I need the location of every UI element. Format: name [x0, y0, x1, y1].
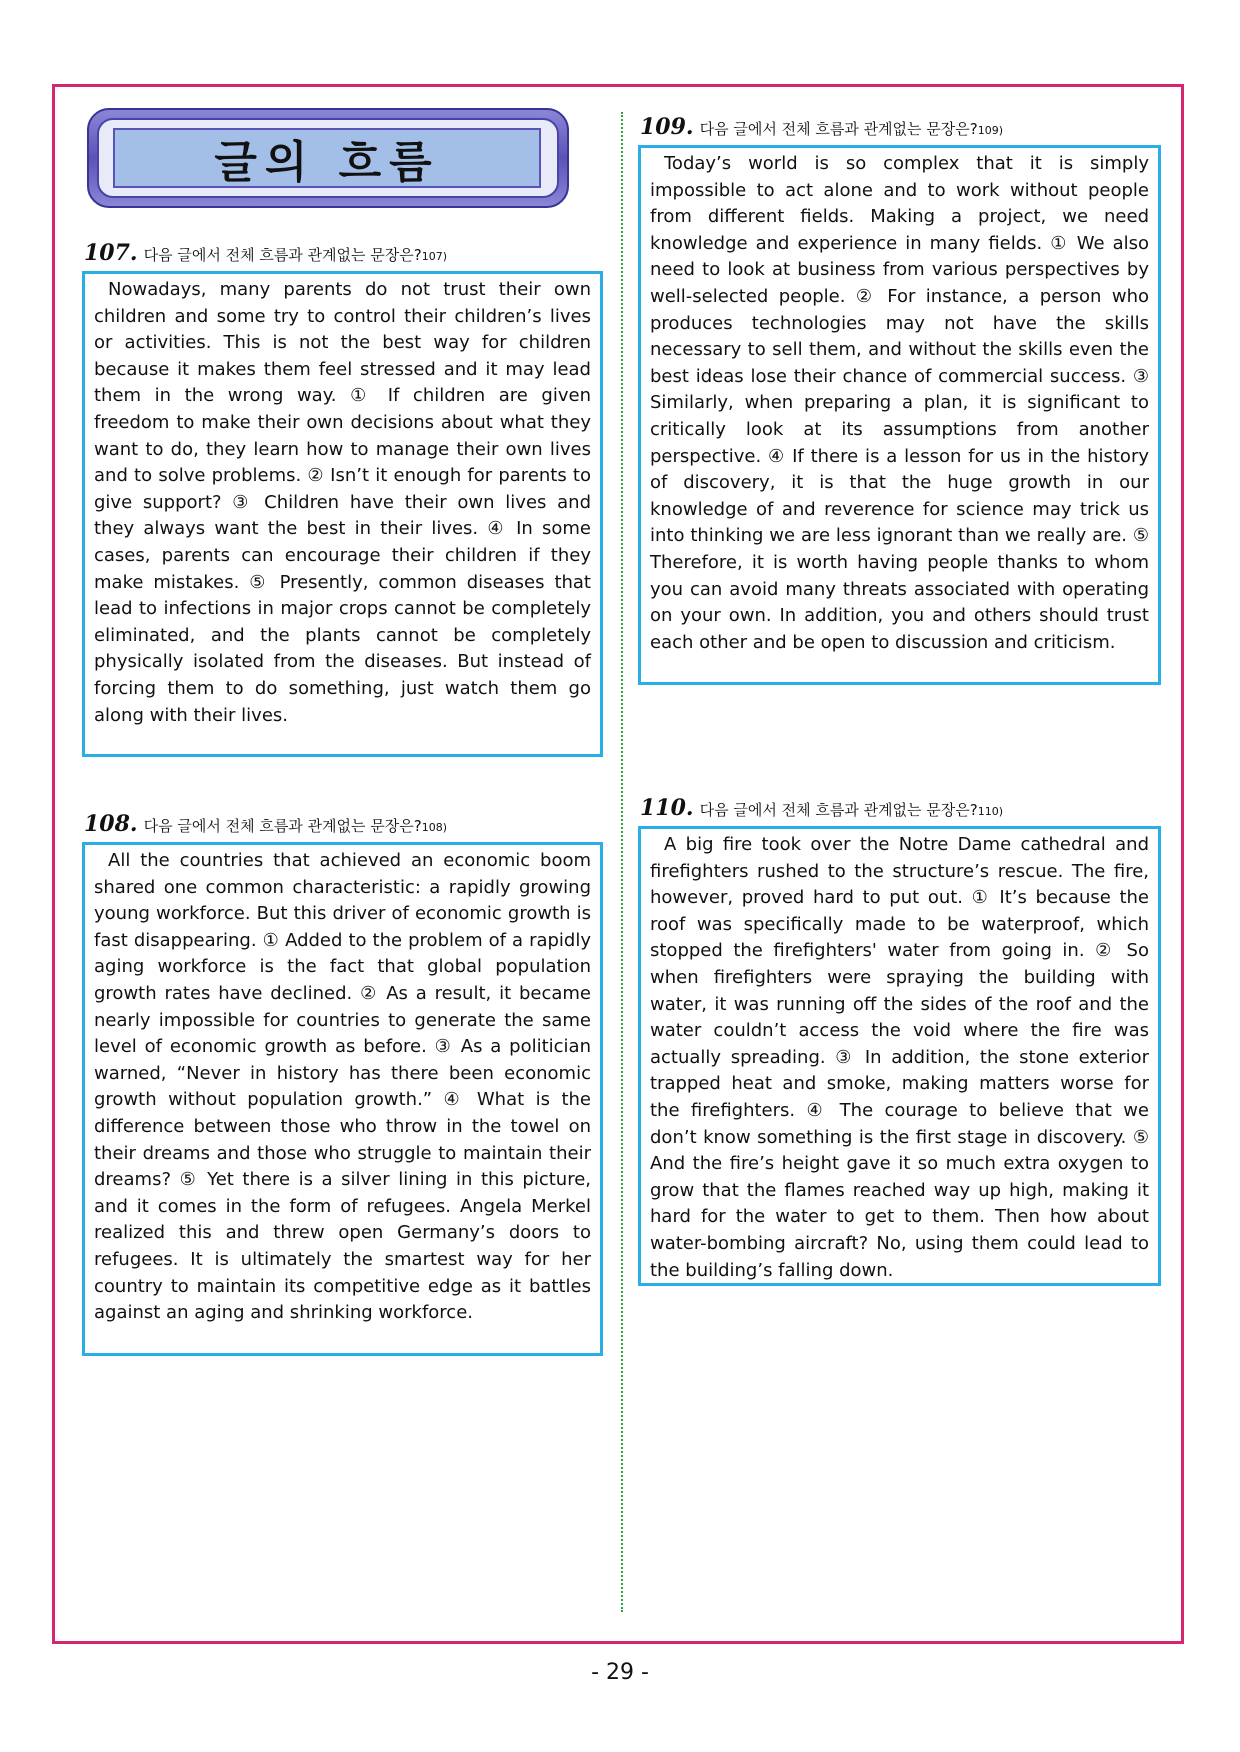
- footnote-ref: 107): [421, 250, 448, 263]
- footnote-ref: 109): [977, 124, 1004, 137]
- question-107-passage: Nowadays, many parents do not trust their own children and some try to control their children’s lives or activities. This is not the best way for children because it makes them feel stressed and it may lead them in the wrong way. ① If children are given freedom to make their own decisions about what they want to do, they learn how to manage their own lives and to solve problems. ② Isn’t it enough for parents to give support? ③ Children have their own lives and they always want the best in their lives. ④ In some cases, parents can encourage their children if they make mistakes. ⑤ Presently, common diseases that lead to infections in major crops cannot be completely eliminated, and the plants cannot be completely physically isolated from the diseases. But instead of forcing them to do something, just watch them go along with their lives.: [94, 279, 591, 726]
- question-107-heading: [84, 240, 447, 270]
- question-108-passage: All the countries that achieved an economic boom shared one common characteristic: a rapidly growing young workforce. But this driver of economic growth is fast disappearing. ① Added to the problem of a rapidly aging workforce is the fact that global population growth rates have declined. ② As a result, it became nearly impossible for countries to generate the same level of economic growth as before. ③ As a politician warned, “Never in history has there been economic growth without population growth.” ④ What is the difference between those who throw in the towel on their dreams and those who struggle to maintain their dreams? ⑤ Yet there is a silver lining in this picture, and it comes in the form of refugees. Angela Merkel realized this and threw open Germany’s doors to refugees. It is ultimately the smartest way for her country to maintain its competitive edge as it battles against an aging and shrinking workforce.: [94, 850, 591, 1324]
- question-110-passage-box: [638, 826, 1161, 1286]
- question-109-passage: Today’s world is so complex that it is simply impossible to act alone and to work without people from different fields. Making a project, we need knowledge and experience in many fields. ① We also need to look at business from various perspectives by well-selected people. ② For instance, a person who produces technologies may not have the skills necessary to sell them, and without the skills even the best ideas lose their chance of commercial success. ③ Similarly, when preparing a plan, it is significant to critically look at its assumptions from another perspective. ④ If there is a lesson for us in the history of discovery, it is that the huge growth in our knowledge of and reverence for science may trick us into thinking we are less ignorant than we really are. ⑤ Therefore, it is worth having people thanks to whom you can avoid many threats associated with operating on your own. In addition, you and others should trust each other and be open to discussion and criticism.: [650, 153, 1149, 653]
- question-107-passage-box: [82, 271, 603, 757]
- question-number: 110.: [640, 795, 694, 821]
- question-109-heading: [640, 114, 1003, 144]
- question-number: 107.: [84, 240, 138, 266]
- question-108-passage-box: [82, 842, 603, 1356]
- column-divider: [621, 112, 623, 1612]
- question-110-passage: A big fire took over the Notre Dame cathedral and firefighters rushed to the structure’s rescue. The fire, however, proved hard to put out. ① It’s because the roof was specifically made to be waterproof, which stopped the firefighters' water from going in. ② So when firefighters were spraying the building with water, it was running off the sides of the roof and the water couldn’t access the void where the fire was actually spreading. ③ In addition, the stone exterior trapped heat and smoke, making matters worse for the firefighters. ④ The courage to believe that we don’t know something is the first stage in discovery. ⑤ And the fire’s height gave it so much extra oxygen to grow that the flames reached way up high, making it hard for the water to get to them. Then how about water-bombing aircraft? No, using them could lead to the building’s falling down.: [650, 834, 1149, 1281]
- question-number: 109.: [640, 114, 694, 140]
- section-title-banner: [87, 108, 569, 208]
- page-number: - 29 -: [591, 1660, 649, 1685]
- question-prompt: 다음 글에서 전체 흐름과 관계없는 문장은?: [143, 817, 422, 835]
- question-108-heading: [84, 811, 447, 841]
- question-prompt: 다음 글에서 전체 흐름과 관계없는 문장은?: [143, 246, 422, 264]
- question-110-heading: [640, 795, 1003, 825]
- footnote-ref: 110): [977, 805, 1004, 818]
- question-prompt: 다음 글에서 전체 흐름과 관계없는 문장은?: [699, 801, 978, 819]
- footnote-ref: 108): [421, 821, 448, 834]
- question-109-passage-box: [638, 145, 1161, 685]
- question-prompt: 다음 글에서 전체 흐름과 관계없는 문장은?: [699, 120, 978, 138]
- section-title: 글의 흐름: [113, 128, 541, 188]
- question-number: 108.: [84, 811, 138, 837]
